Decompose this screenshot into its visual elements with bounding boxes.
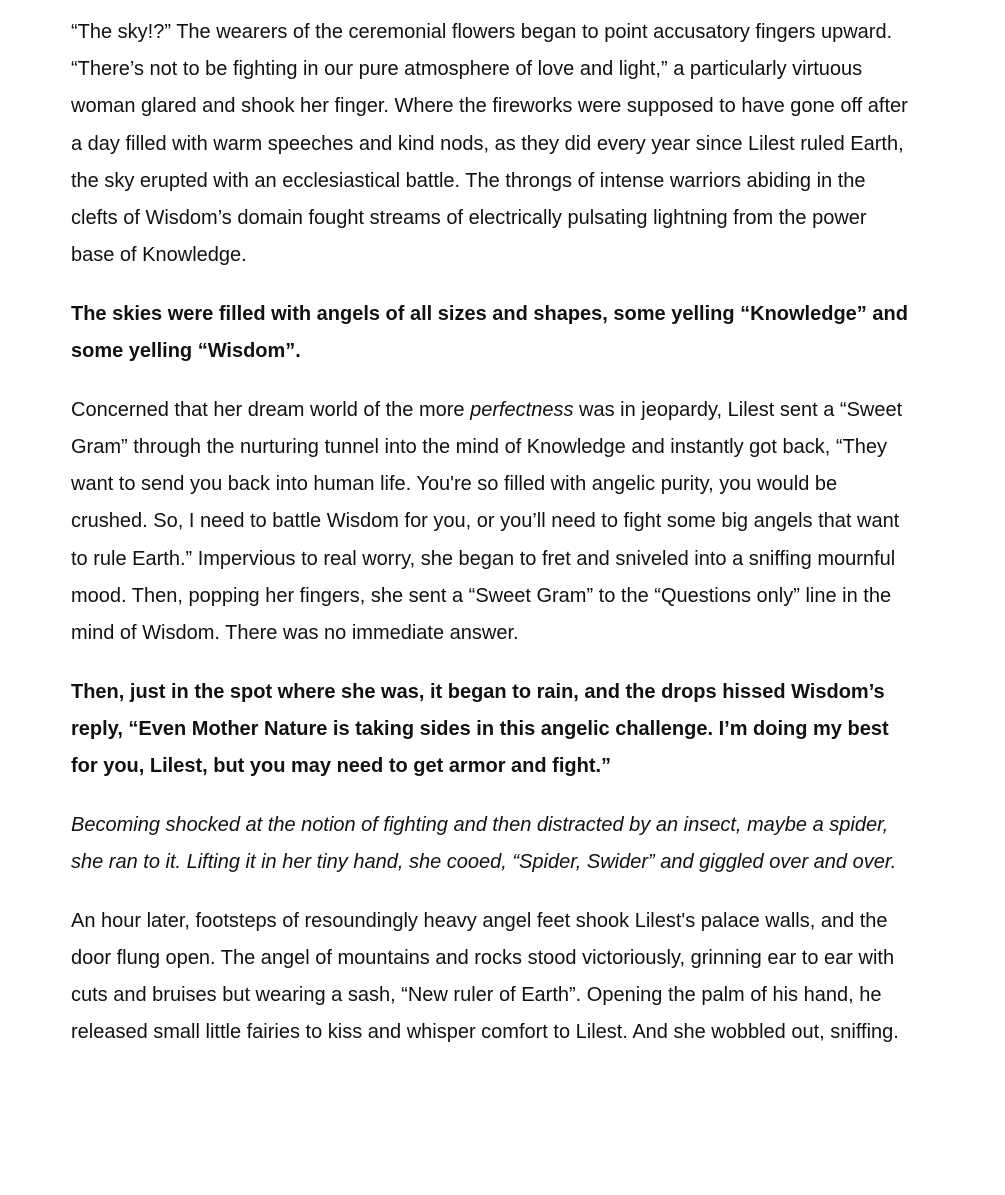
text-segment: Concerned that her dream world of the more	[71, 398, 471, 421]
paragraph-sweet-gram	[71, 392, 913, 652]
document-body	[71, 14, 913, 1073]
paragraph-angels-bold: The skies were filled with angels of all sizes and shapes, some yelling “Knowledge” and some yelling “Wisdom”.	[71, 302, 908, 363]
paragraph-hour-later: An hour later, footsteps of resoundingly heavy angel feet shook Lilest's palace walls, and the door flung open. The angel of mountains and rocks stood victoriously, grinning ear to ear with cuts and bruises but wearing a sash, “New ruler of Earth”. Opening the palm of his hand, he released small little fairies to kiss and whisper comfort to Lilest. And she wobbled out, sniffing.	[71, 909, 899, 1044]
paragraph-spider-italic: Becoming shocked at the notion of fighting and then distracted by an insect, maybe a spider, she ran to it. Lifting it in her tiny hand, she cooed, “Spider, Swider” and giggled over and over.	[71, 813, 897, 874]
paragraph-rain-bold: Then, just in the spot where she was, it began to rain, and the drops hissed Wisdom’s reply, “Even Mother Nature is taking sides in this angelic challenge. I’m doing my best for you, Lilest, but you may need to get armor and fight.”	[71, 680, 889, 778]
text-segment: was in jeopardy, Lilest sent a “Sweet Gram” through the nurturing tunnel into the mind of Knowledge and instantly got back, “They want to send you back into human life. You're so filled with angelic purity, you would be crushed. So, I need to battle Wisdom for you, or you’ll need to fight some big angels that want to rule Earth.” Impervious to real worry, she began to fret and sniveled into a sniffing mournful mood. Then, popping her fingers, she sent a “Sweet Gram” to the “Questions only” line in the mind of Wisdom. There was no immediate answer.	[71, 398, 903, 645]
emphasis-perfectness: perfectness	[470, 398, 574, 421]
paragraph-sky: “The sky!?” The wearers of the ceremonial flowers began to point accusatory fingers upward. “There’s not to be fighting in our pure atmosphere of love and light,” a particularly virtuous woman glared and shook her finger. Where the fireworks were supposed to have gone off after a day filled with warm speeches and kind nods, as they did every year since Lilest ruled Earth, the sky erupted with an ecclesiastical battle. The throngs of intense warriors abiding in the clefts of Wisdom’s domain fought streams of electrically pulsating lightning from the power base of Knowledge.	[71, 21, 908, 267]
